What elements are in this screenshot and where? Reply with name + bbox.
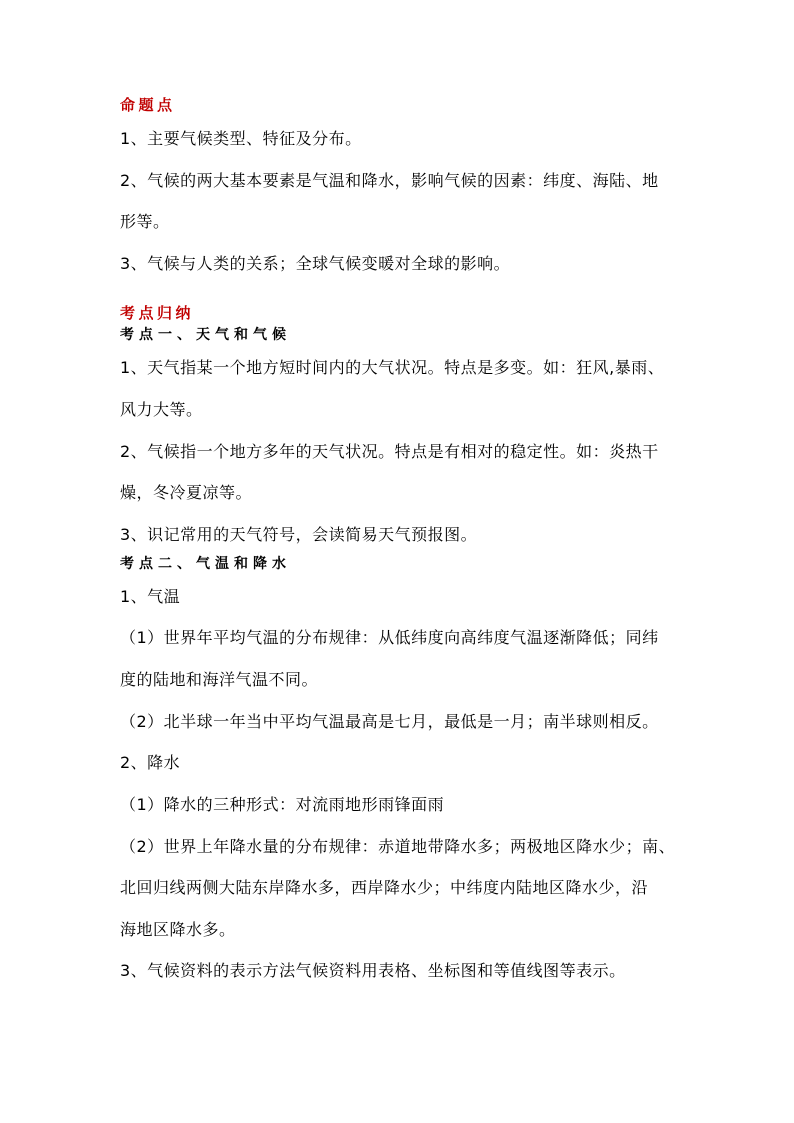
section-2-item-6-line-3: 海地区降水多。 (120, 920, 236, 939)
section-2-item-7: 3、气候资料的表示方法气候资料用表格、坐标图和等值线图等表示。 (120, 961, 626, 980)
section-1-item-2-line-2: 燥，冬冷夏凉等。 (120, 483, 253, 502)
section-2-item-6-line-2: 北回归线两侧大陆东岸降水多，西岸降水少；中纬度内陆地区降水少，沿 (120, 878, 649, 897)
summary-heading: 考点归纳 (120, 304, 195, 322)
section-2-item-6-line-1: （2）世界上年降水量的分布规律：赤道地带降水多；两极地区降水少；南、 (120, 837, 676, 856)
section-1-title: 考点一、天气和气候 (120, 327, 291, 343)
section-1-item-3: 3、识记常用的天气符号，会读简易天气预报图。 (120, 525, 478, 544)
section-2-item-2-line-2: 度的陆地和海洋气温不同。 (120, 670, 319, 689)
section-1-item-1-line-2: 风力大等。 (120, 400, 203, 419)
section-2-title: 考点二、气温和降水 (120, 556, 291, 572)
topics-heading: 命题点 (120, 96, 176, 114)
section-2-item-5: （1）降水的三种形式：对流雨地形雨锋面雨 (120, 795, 445, 814)
section-2-item-4: 2、降水 (120, 753, 181, 772)
topic-item-2-line-2: 形等。 (120, 212, 170, 231)
topic-item-2-line-1: 2、气候的两大基本要素是气温和降水，影响气候的因素：纬度、海陆、地 (120, 171, 659, 190)
section-2-item-2-line-1: （1）世界年平均气温的分布规律：从低纬度向高纬度气温逐渐降低；同纬 (120, 628, 659, 647)
section-1-item-2-line-1: 2、气候指一个地方多年的天气状况。特点是有相对的稳定性。如：炎热干 (120, 442, 659, 461)
section-2-item-3: （2）北半球一年当中平均气温最高是七月，最低是一月；南半球则相反。 (120, 712, 659, 731)
topic-item-1: 1、主要气候类型、特征及分布。 (120, 129, 362, 148)
section-1-item-1-line-1: 1、天气指某一个地方短时间内的大气状况。特点是多变。如：狂风,暴雨、 (120, 358, 665, 377)
section-2-item-1: 1、气温 (120, 587, 181, 606)
topic-item-3: 3、气候与人类的关系；全球气候变暖对全球的影响。 (120, 254, 511, 273)
